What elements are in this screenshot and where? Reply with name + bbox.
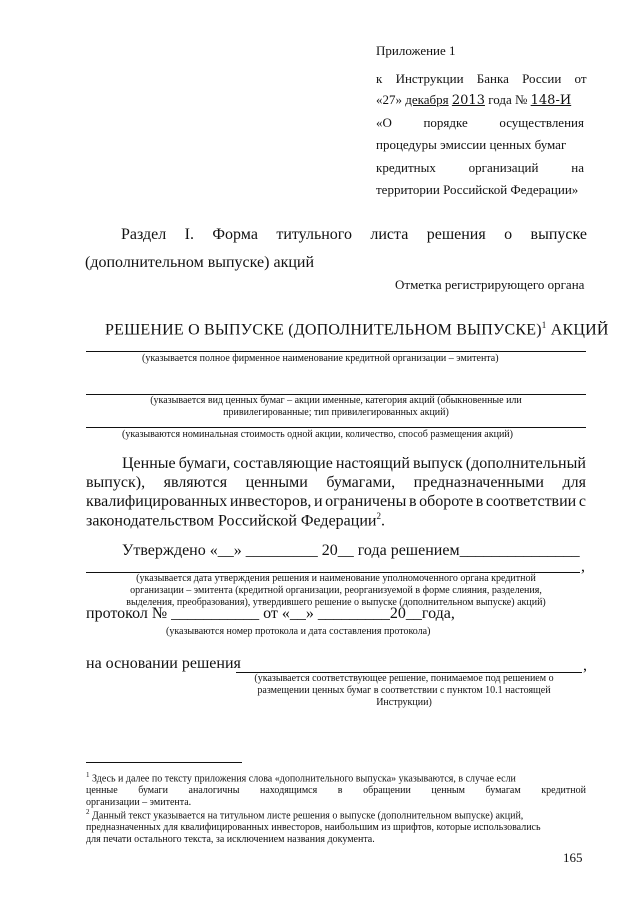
footnote-ref-1: 1 xyxy=(541,320,547,330)
para-line4 xyxy=(86,511,385,530)
hint-security-type xyxy=(86,395,586,419)
footnote-ref-2: 2 xyxy=(376,511,381,521)
hint-basis-a: (указывается соответствующее решение, понимаемое под решением о xyxy=(254,673,554,684)
hint-basis xyxy=(222,673,586,709)
hint-approval-a: (указывается дата утверждения решения и наименование уполномоченного органа кредитной xyxy=(136,573,536,584)
para-line4-text: законодательством Российской Федерации xyxy=(86,512,377,530)
instruction-number: 148-И xyxy=(530,93,572,108)
footnote-1-line1: $^1$ Здесь и далее по тексту приложения слова «дополнительного выпуска» указываются, в случае если xyxy=(86,771,516,785)
date-goda: года № xyxy=(488,92,528,107)
hint-approval-b: организации – эмитента (кредитной организации, реорганизуемой в форме слияния, разделения, xyxy=(130,585,542,596)
footnote-2 xyxy=(86,806,586,846)
para-line1: Ценные бумаги, составляющие настоящий выпуск (дополнительный xyxy=(122,455,586,472)
date-day: «27 xyxy=(376,92,396,107)
footnote-separator xyxy=(86,762,242,763)
approved-line: Утверждено «__» _________ 20__ года решением_______________ xyxy=(122,542,580,559)
basis-label: на основании решения xyxy=(86,655,241,672)
appendix-date-line xyxy=(376,92,584,108)
decision-title xyxy=(105,320,609,339)
basis-comma: , xyxy=(583,657,587,674)
decision-title-end: АКЦИЙ xyxy=(546,321,609,339)
field-line-nominal xyxy=(86,427,586,428)
footnote-2-line2: предназначенных для квалифицированных инвесторов, наибольшим из шрифтов, которые использовались xyxy=(86,822,541,834)
approved-comma: , xyxy=(581,558,585,575)
date-year: 2013 xyxy=(451,93,485,108)
appendix-line5: кредитных организаций на xyxy=(376,160,584,175)
hint-security-type-a: (указывается вид ценных бумаг – акции именные, категория акций (обыкновенные или xyxy=(150,395,522,406)
footnote-2-text1: Данный текст указывается на титульном листе решения о выпуске (дополнительном выпуске) акций, xyxy=(92,810,524,822)
footnote-1-marker: 1 xyxy=(86,771,90,779)
appendix-line1-text: к Инструкции Банка России от xyxy=(376,71,587,86)
footnote-2-line1 xyxy=(86,806,586,822)
footnote-2-line3: для печати остального текста, за исключением названия документа. xyxy=(86,834,375,846)
appendix-line3: «О порядке осуществления xyxy=(376,115,584,130)
footnote-2-marker: 2 xyxy=(86,808,90,816)
field-line-issuer xyxy=(86,351,586,352)
footnote-1-line2: ценные бумаги аналогичны находящимся в обращении ценным бумагам кредитной xyxy=(86,785,586,797)
para-line2: выпуск), являются ценными бумагами, предназначенными для xyxy=(86,474,586,491)
footnote-1 xyxy=(86,769,586,809)
hint-basis-c: Инструкции) xyxy=(376,697,432,708)
date-quote: » xyxy=(395,92,402,107)
section-heading-line2: (дополнительном выпуске) акций xyxy=(85,254,315,271)
appendix-title: Приложение 1 xyxy=(376,43,456,58)
para-line3: квалифицированных инвесторов, и ограничены в обороте в соответствии с xyxy=(86,493,586,510)
protocol-line: протокол № ___________ от «__» _________20__года, xyxy=(86,605,455,622)
hint-protocol: (указываются номер протокола и дата составления протокола) xyxy=(166,626,431,637)
hint-basis-b: размещении ценных бумаг в соответствии с пунктом 10.1 настоящей xyxy=(257,685,551,696)
hint-nominal: (указываются номинальная стоимость одной акции, количество, способ размещения акций) xyxy=(122,429,513,440)
decision-title-text: РЕШЕНИЕ О ВЫПУСКЕ (ДОПОЛНИТЕЛЬНОМ ВЫПУСКЕ) xyxy=(105,321,542,339)
appendix-line1 xyxy=(376,71,587,87)
appendix-line6: территории Российской Федерации» xyxy=(376,182,579,197)
appendix-line4: процедуры эмиссии ценных бумаг xyxy=(376,137,567,152)
section-heading-line1: Раздел I. Форма титульного листа решения о выпуске xyxy=(121,226,587,243)
hint-security-type-b: привилегированные; тип привилегированных акций) xyxy=(223,407,449,418)
footnote-1-line3: организации – эмитента. xyxy=(86,797,192,809)
hint-issuer: (указывается полное фирменное наименование кредитной организации – эмитента) xyxy=(142,353,499,364)
page-number: 165 xyxy=(563,850,583,865)
date-month: декабря xyxy=(405,92,449,107)
para-line4-end: . xyxy=(380,512,385,530)
hint-approval-c: выделения, преобразования), утвердившего решение о выпуске (дополнительном выпуске) акций) xyxy=(126,597,546,608)
hint-approval xyxy=(86,573,586,609)
registration-mark: Отметка регистрирующего органа xyxy=(395,277,585,292)
